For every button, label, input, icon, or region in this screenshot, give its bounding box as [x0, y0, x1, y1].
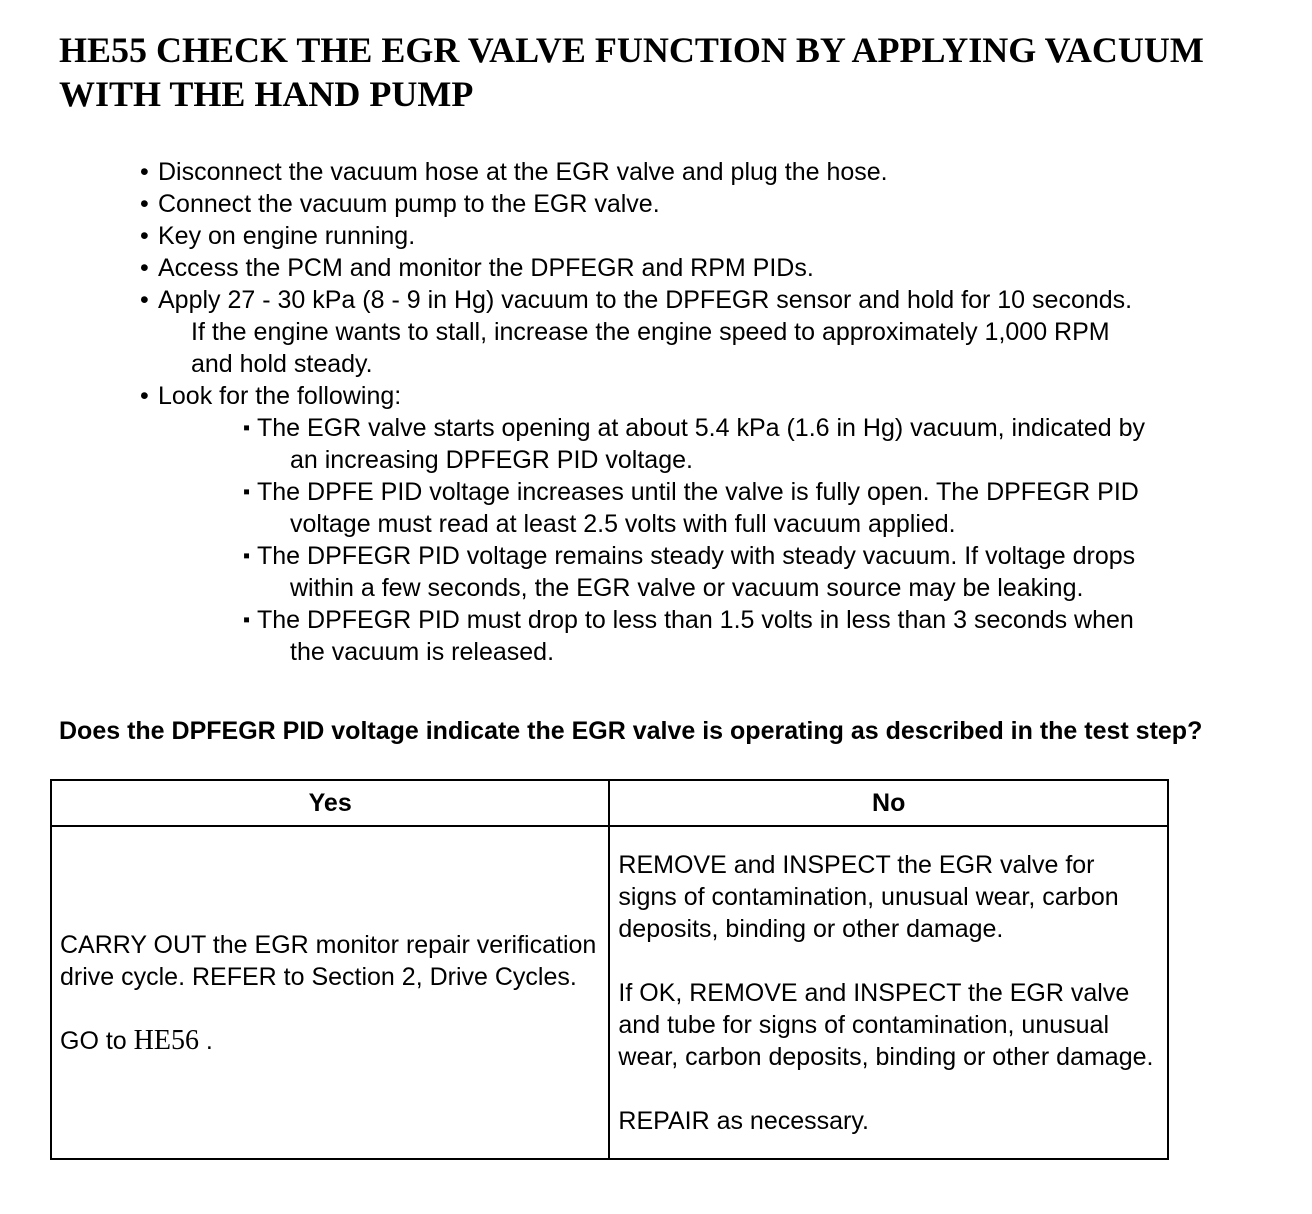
look-for-text-continued: voltage must read at least 2.5 volts with full vacuum applied. — [290, 510, 956, 538]
no-paragraph: REMOVE and INSPECT the EGR valve for signs of contamination, unusual wear, carbon deposits, binding or other damage. — [618, 850, 1119, 943]
table-header-row — [51, 780, 1168, 826]
step-item — [140, 284, 1290, 380]
look-for-text: The DPFEGR PID must drop to less than 1.5 volts in less than 3 seconds when — [257, 606, 1134, 634]
spacer — [618, 945, 1159, 977]
look-for-text: The DPFEGR PID voltage remains steady with steady vacuum. If voltage drops — [257, 542, 1136, 570]
step-text: • Key on engine running. — [158, 222, 416, 250]
page-title: HE55 CHECK THE EGR VALVE FUNCTION BY APPLYING VACUUM WITH THE HAND PUMP — [59, 30, 1204, 114]
step-item — [140, 220, 1290, 252]
no-cell — [609, 826, 1168, 1159]
yes-header: Yes — [51, 780, 609, 826]
look-for-text: The EGR valve starts opening at about 5.4 kPa (1.6 in Hg) vacuum, indicated by — [257, 414, 1145, 442]
step-item — [140, 380, 1290, 412]
step-item — [140, 156, 1290, 188]
step-continuation: If the engine wants to stall, increase the engine speed to approximately 1,000 RPM — [191, 318, 1110, 346]
spacer — [60, 993, 600, 1025]
yes-action: CARRY OUT the EGR monitor repair verification drive cycle. REFER to Section 2, Drive Cycles. — [60, 930, 597, 991]
no-header: No — [609, 780, 1168, 826]
yes-cell — [51, 826, 609, 1159]
result-table — [50, 779, 1169, 1160]
look-for-item — [243, 540, 1290, 604]
step-continuation: and hold steady. — [191, 350, 373, 378]
step-text: • Connect the vacuum pump to the EGR valve. — [158, 190, 660, 218]
look-for-list — [140, 412, 1290, 668]
look-for-text-continued: the vacuum is released. — [290, 638, 555, 666]
spacer — [618, 1073, 1159, 1105]
step-item — [140, 252, 1290, 284]
step-item — [140, 188, 1290, 220]
look-for-item — [243, 476, 1290, 540]
goto-suffix: . — [205, 1026, 213, 1055]
step-text: • Access the PCM and monitor the DPFEGR and RPM PIDs. — [158, 254, 814, 282]
procedure-steps — [140, 156, 1290, 668]
goto-link[interactable]: HE56 — [133, 1024, 199, 1056]
no-paragraph: If OK, REMOVE and INSPECT the EGR valve and tube for signs of contamination, unusual wear, carbon deposits, binding or other damage. — [618, 978, 1154, 1071]
look-for-text-continued: within a few seconds, the EGR valve or vacuum source may be leaking. — [290, 574, 1084, 602]
look-for-item — [243, 604, 1290, 668]
goto-prefix: GO to — [60, 1026, 127, 1055]
step-text: • Apply 27 - 30 kPa (8 - 9 in Hg) vacuum to the DPFEGR sensor and hold for 10 seconds. — [158, 286, 1133, 314]
yes-goto — [60, 1025, 600, 1057]
look-for-text: The DPFE PID voltage increases until the valve is fully open. The DPFEGR PID — [257, 478, 1139, 506]
no-paragraph: REPAIR as necessary. — [618, 1106, 869, 1135]
step-text: • Disconnect the vacuum hose at the EGR valve and plug the hose. — [158, 158, 888, 186]
table-row — [51, 826, 1168, 1159]
step-text: • Look for the following: — [158, 382, 402, 410]
look-for-text-continued: an increasing DPFEGR PID voltage. — [290, 446, 693, 474]
look-for-item — [243, 412, 1290, 476]
test-question: Does the DPFEGR PID voltage indicate the EGR valve is operating as described in the test step? — [59, 717, 1203, 745]
